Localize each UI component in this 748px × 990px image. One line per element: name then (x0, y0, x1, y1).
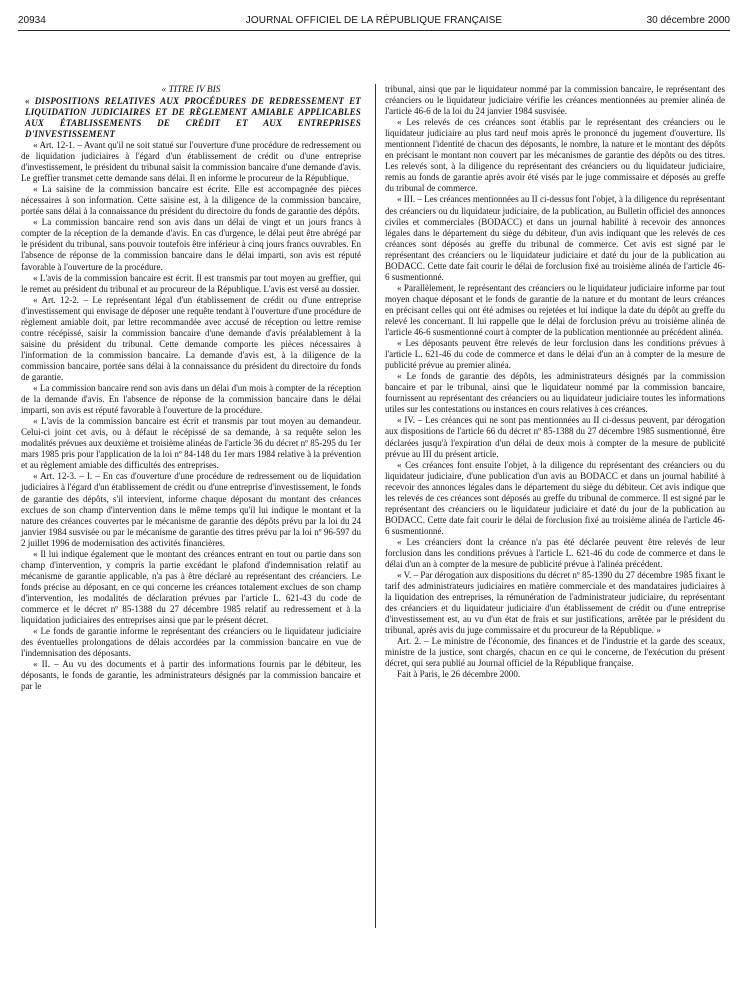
paragraph: « L'avis de la commission bancaire est écrit et transmis par tout moyen au demandeur. Celui-ci joint cet avis, ou à défaut le récépissé de sa demande, à sa requête selon les modalités prévues aux deuxième et troisième alinéas de l'article 36 du décret nº 85-295 du 1er mars 1985 pris pour l'application de la loi nº 84-148 du 1er mars 1984 relative à la prévention et au règlement amiable des difficultés des entreprises. (21, 416, 361, 471)
paragraph: « V. – Par dérogation aux dispositions du décret nº 85-1390 du 27 décembre 1985 fixant le tarif des administrateurs judiciaires en matière commerciale et des mandataires judiciaires à la liquidation des entreprises, la rémunération de l'administrateur judiciaire, du représentant des créanciers et du liquidateur judiciaire d'un établissement de crédit ou d'une entreprise d'investissement est, au vu d'un état de frais et sur justifications, arrêtée par le président du tribunal, après avis du juge commissaire et du procureur de la République. » (385, 570, 725, 636)
publication-date: 30 décembre 2000 (646, 15, 730, 26)
paragraph: « Parallèlement, le représentant des créanciers ou le liquidateur judiciaire informe par tout moyen chaque déposant et le fonds de garantie de la nature et du montant de leurs créances en précisant celles qui ont été admises ou rejetées et lui indique la date du dépôt au greffe du relevé les concernant. Il lui rappelle que le délai de forclusion prévu au troisième alinéa de l'article 46-6 susmentionné court à compter de la publication mentionnée au précédent alinéa. (385, 282, 725, 338)
paragraph: tribunal, ainsi que par le liquidateur nommé par la commission bancaire, le représentant des créanciers ou le liquidateur judiciaire vérifie les créances mentionnées au premier alinéa de l'article 46-6 de la loi du 24 janvier 1984 susvisée. (385, 84, 725, 117)
paragraph: « La saisine de la commission bancaire est écrite. Elle est accompagnée des pièces nécessaires à son information. Cette saisine est, à la diligence de la commission bancaire, portée sans délai à la connaissance du président du directoire du fonds de garantie des dépôts. (21, 184, 361, 217)
paragraph: « La commission bancaire rend son avis dans un délai de vingt et un jours francs à compter de la réception de la demande d'avis. En cas d'urgence, le délai peut être abrégé par le président du tribunal, sans pouvoir toutefois être inférieur à cinq jours francs ouvrables. En l'absence de réponse de la commission bancaire dans le délai imparti, son avis est réputé favorable à l'ouverture de la procédure. (21, 217, 361, 272)
journal-title: JOURNAL OFFICIEL DE LA RÉPUBLIQUE FRANÇAISE (245, 15, 503, 26)
header-rule (18, 30, 730, 31)
paragraph: « Les déposants peuvent être relevés de leur forclusion dans les conditions prévues à l'article L. 621-46 du code de commerce et dans le délai d'un an à compter de la mesure de publicité prévue au premier alinéa. (385, 338, 725, 371)
paragraph: « III. – Les créances mentionnées au II ci-dessus font l'objet, à la diligence du représentant des créanciers ou du liquidateur judiciaire, de la publication, au Bulletin officiel des annonces civiles et commerciales (BODACC) et dans un journal habilité à recevoir des annonces légales dans le département du siège du débiteur, d'un avis indiquant que les relevés de ces créances sont déposés au greffe du tribunal de commerce. Cet avis est signé par le représentant des créanciers ou le liquidateur judiciaire et daté du jour de la publication au BODACC. Cette date fait courir le délai de forclusion fixé au troisième alinéa de l'article 46-6 susmentionné. (385, 194, 725, 282)
left-column (21, 84, 361, 692)
paragraph: « Il lui indique également que le montant des créances entrant en tout ou partie dans son champ d'intervention, y compris la partie excédant le plafond d'indemnisation relatif au mécanisme de garantie applicable, n'a pas à être déclaré au représentant des créanciers. Le fonds précise au déposant, en ce qui concerne les créances totalement exclues de son champ d'intervention, les modalités de déclaration prévues par l'article L. 621-43 du code de commerce et le décret nº 85-1388 du 27 décembre 1985 relatif au redressement et à la liquidation judiciaires des entreprises ainsi que par le présent décret. (21, 548, 361, 626)
paragraph: « Les créanciers dont la créance n'a pas été déclarée peuvent être relevés de leur forclusion dans les conditions prévues à l'article L. 621-46 du code de commerce et dans le délai d'un an à compter de la mesure de publicité prévue à l'alinéa précédent. (385, 536, 725, 570)
paragraph: « Art. 12-3. – I. – En cas d'ouverture d'une procédure de redressement ou de liquidation judiciaires à l'égard d'un établissement de crédit ou d'une entreprise d'investissement, le fonds de garantie des dépôts, s'il intervient, informe chaque déposant du montant des créances exclues de son champ d'intervention dans le même temps qu'il lui indique le montant et la nature des créances couvertes par le mécanisme de garantie des dépôts prévu par la loi du 24 janvier 1984 susvisée ou par le mécanisme de garantie des titres prévu par la loi nº 96-597 du 2 juillet 1996 de modernisation des activités financières. (21, 471, 361, 548)
paragraph: « Les relevés de ces créances sont établis par le représentant des créanciers ou le liquidateur judiciaire au plus tard neuf mois après le prononcé du jugement d'ouverture. Ils mentionnent l'identité de chacun des déposants, le nombre, la nature et le montant des dépôts en précisant le montant non couvert par les mécanismes de garantie des dépôts ou des titres. Les relevés sont, à la diligence du représentant des créanciers ou du liquidateur judiciaire, remis au fonds de garantie après avoir été visés par le juge commissaire et déposés au greffe du tribunal de commerce. (385, 117, 725, 194)
section-heading (21, 96, 361, 140)
page-number: 20934 (18, 15, 46, 26)
paragraph: « Art. 12-1. – Avant qu'il ne soit statué sur l'ouverture d'une procédure de redressement ou de liquidation judiciaires à l'égard d'un établissement de crédit ou d'une entreprise d'investissement, le président du tribunal saisit la commission bancaire d'une demande d'avis. Le greffier transmet cette demande sans délai. Il en informe le procureur de la République. (21, 140, 361, 184)
paragraph: « Le fonds de garantie des dépôts, les administrateurs désignés par la commission bancaire et par le tribunal, ainsi que le liquidateur nommé par la commission bancaire, fournissent au représentant des créanciers ou au liquidateur judiciaire toutes les informations utiles sur les contestations ou instances en cours relatives à ces créances. (385, 371, 725, 415)
paragraph: « II. – Au vu des documents et à partir des informations fournis par le débiteur, les déposants, le fonds de garantie, les administrateurs désignés par la commission bancaire et par le (21, 659, 361, 692)
section-title: « TITRE IV BIS (161, 85, 221, 95)
paragraph: Art. 2. – Le ministre de l'économie, des finances et de l'industrie et la garde des sceaux, ministre de la justice, sont chargés, chacun en ce qui le concerne, de l'exécution du présent décret, qui sera publié au Journal officiel de la République française. (385, 636, 725, 669)
paragraph: « La commission bancaire rend son avis dans un délai d'un mois à compter de la réception de la demande d'avis. En l'absence de réponse de la commission bancaire dans le délai imparti, son avis est réputé favorable à l'ouverture de la procédure. (21, 383, 361, 416)
paragraph: « Le fonds de garantie informe le représentant des créanciers ou le liquidateur judiciaire des éventuelles prolongations de délais accordées par la commission bancaire en vue de l'indemnisation des déposants. (21, 626, 361, 659)
page-header (18, 15, 730, 31)
right-column (385, 84, 725, 681)
section-heading-text: « DISPOSITIONS RELATIVES AUX PROCÉDURES DE REDRESSEMENT ET LIQUIDATION JUDICIAIRES ET DE RÈGLEMENT AMIABLE APPLICABLES AUX ÉTABLISSEMENTS DE CRÉDIT ET AUX ENTREPRISES D'INVESTISSEMENT (25, 96, 361, 139)
paragraph: « Ces créances font ensuite l'objet, à la diligence du représentant des créanciers ou du liquidateur judiciaire, d'une publication d'un avis au BODACC et dans un journal habilité à recevoir des annonces légales dans le département du siège du débiteur. Cet avis indique que les relevés de ces créances sont déposés au greffe du tribunal de commerce. Il est signé par le représentant des créanciers ou le liquidateur judiciaire et daté du jour de la publication au BODACC. Cette date fait courir le délai de forclusion fixé au troisième alinéa de l'article 46-6 susmentionné. (385, 459, 725, 536)
signature-line: Fait à Paris, le 26 décembre 2000. (397, 669, 521, 680)
paragraph: « Art. 12-2. – Le représentant légal d'un établissement de crédit ou d'une entreprise d'investissement qui envisage de déposer une requête tendant à l'ouverture d'une procédure de règlement amiable doit, par lettre recommandée avec accusé de réception ou lettre remise contre récépissé, saisir la commission bancaire d'une demande d'avis préalablement à la saisine du président du tribunal. Cette demande comporte les pièces nécessaires à l'information de la commission bancaire. La demande d'avis est, à la diligence de la commission bancaire, portée sans délai à la connaissance du président du directoire du fonds de garantie. (21, 294, 361, 382)
column-divider (375, 84, 376, 928)
paragraph: « IV. – Les créances qui ne sont pas mentionnées au II ci-dessus peuvent, par dérogation aux dispositions de l'article 66 du décret nº 85-1388 du 27 décembre 1985 susmentionné, être déclarées jusqu'à l'expiration d'un délai de deux mois à compter de la mesure de publicité prévue au III du présent article. (385, 415, 725, 459)
paragraph: « L'avis de la commission bancaire est écrit. Il est transmis par tout moyen au greffier, qui le remet au président du tribunal et au procureur de la République. L'avis est versé au dossier. (21, 272, 361, 294)
